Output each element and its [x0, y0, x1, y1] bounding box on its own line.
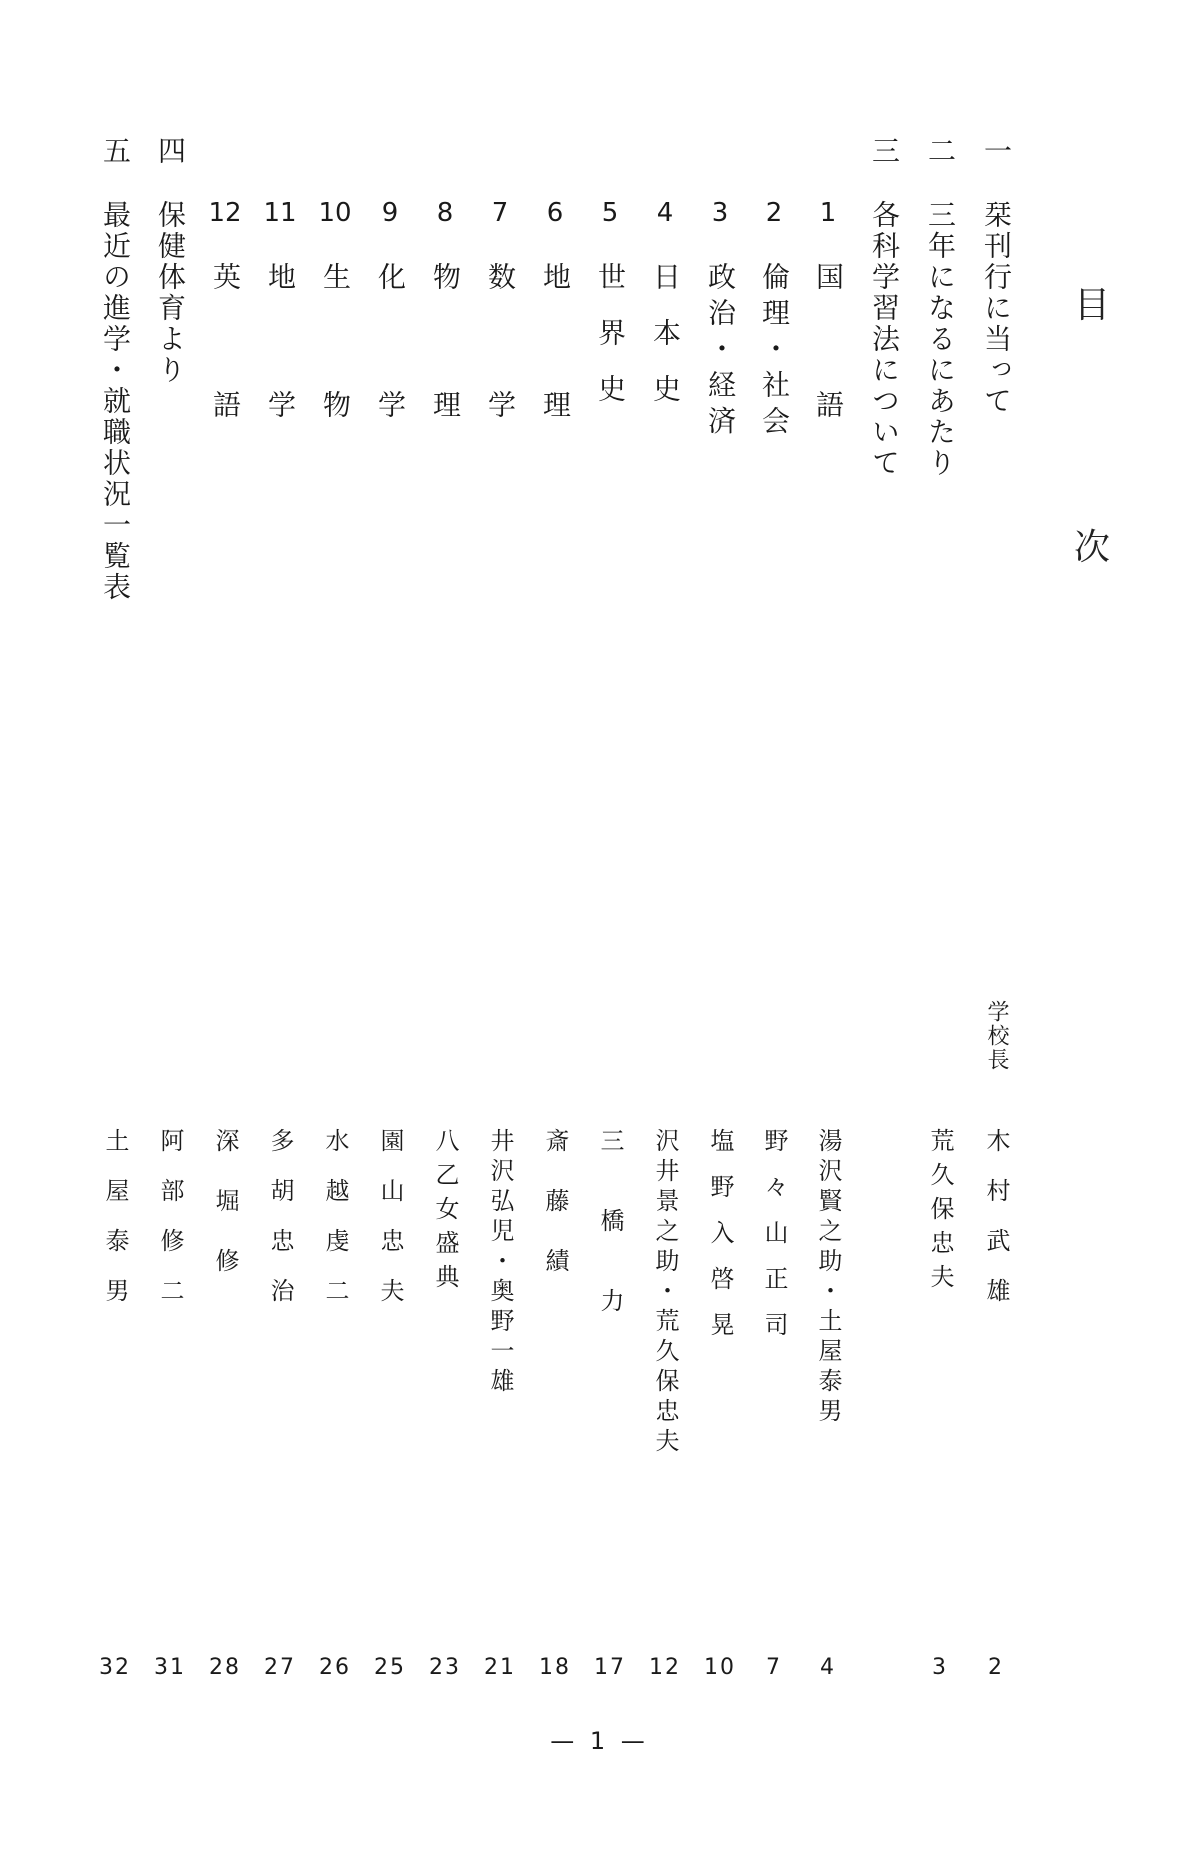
entry-author: 水越虔二: [321, 1128, 349, 1328]
subentry-subject: 世界史: [594, 262, 627, 430]
toc-entry-2: [912, 0, 968, 1861]
entry-author: 井沢弘児・奥野一雄: [486, 1128, 514, 1398]
subentry-number: 12: [208, 198, 242, 228]
entry-page-number: 23: [429, 1655, 461, 1680]
entry-title: 保健体育より: [154, 200, 187, 386]
entry-page-number: 4: [820, 1655, 836, 1680]
entry-author: 阿部修二: [156, 1128, 184, 1328]
toc-subentry-12: [197, 0, 253, 1861]
toc-entry-4: [142, 0, 198, 1861]
toc-entry-1: [968, 0, 1024, 1861]
entry-author: 斎藤績: [541, 1128, 569, 1308]
toc-entry-5: [87, 0, 143, 1861]
subentry-number: 10: [318, 198, 352, 228]
subentry-number: 4: [656, 198, 674, 228]
entry-page-number: 25: [374, 1655, 406, 1680]
entry-page-number: 7: [766, 1655, 782, 1680]
toc-subentry-6: [527, 0, 583, 1861]
entry-title: 各科学習法について: [868, 200, 901, 479]
entry-numeral: 四: [154, 136, 187, 168]
toc-entry-3: [856, 0, 912, 1861]
entry-page-number: 17: [594, 1655, 626, 1680]
entry-author: 八乙女盛典: [431, 1128, 459, 1298]
entry-page-number: 18: [539, 1655, 571, 1680]
subentry-subject: 倫理・社会: [758, 262, 791, 442]
toc-subentry-1: [800, 0, 856, 1861]
entry-page-number: 21: [484, 1655, 516, 1680]
subentry-number: 11: [263, 198, 297, 228]
toc-subentry-5: [582, 0, 638, 1861]
entry-page-number: 31: [154, 1655, 186, 1680]
entry-page-number: 32: [99, 1655, 131, 1680]
entry-author: 園山忠夫: [376, 1128, 404, 1328]
subentry-number: 8: [436, 198, 454, 228]
entry-numeral: 三: [868, 136, 901, 168]
entry-author: 三橋力: [596, 1128, 624, 1368]
toc-subentry-2: [746, 0, 802, 1861]
toc-subentry-11: [252, 0, 308, 1861]
toc-subentry-3: [692, 0, 748, 1861]
entry-author: 多胡忠治: [266, 1128, 294, 1328]
entry-page-number: 3: [932, 1655, 948, 1680]
entry-page-number: 27: [264, 1655, 296, 1680]
subentry-subject: 生物: [319, 262, 352, 518]
toc-subentry-8: [417, 0, 473, 1861]
page-footer-number: — 1 —: [550, 1727, 649, 1755]
entry-title: 最近の進学・就職状況一覧表: [99, 200, 132, 603]
subentry-subject: 地理: [539, 262, 572, 518]
entry-author: 土屋泰男: [101, 1128, 129, 1328]
subentry-subject: 政治・経済: [704, 262, 737, 442]
subentry-subject: 英語: [209, 262, 242, 518]
toc-subentry-10: [307, 0, 363, 1861]
toc-subentry-4: [637, 0, 693, 1861]
entry-author: 湯沢賢之助・土屋泰男: [814, 1128, 842, 1428]
subentry-number: 9: [381, 198, 399, 228]
subentry-number: 2: [765, 198, 783, 228]
subentry-subject: 化学: [374, 262, 407, 518]
entry-title: 三年になるにあたり: [924, 200, 957, 479]
subentry-number: 3: [711, 198, 729, 228]
entry-page-number: 26: [319, 1655, 351, 1680]
entry-page-number: 2: [988, 1655, 1004, 1680]
subentry-subject: 地学: [264, 262, 297, 518]
subentry-subject: 国語: [812, 262, 845, 518]
subentry-number: 1: [819, 198, 837, 228]
toc-title-char-1: 目: [1074, 285, 1111, 326]
entry-page-number: 10: [704, 1655, 736, 1680]
entry-page-number: 28: [209, 1655, 241, 1680]
toc-title-char-2: 次: [1074, 527, 1111, 568]
entry-title: 栞刊行に当って: [980, 200, 1013, 417]
entry-author: 荒久保忠夫: [926, 1128, 954, 1298]
entry-author: 野々山正司: [760, 1128, 788, 1358]
entry-author: 木村武雄: [982, 1128, 1010, 1328]
entry-numeral: 一: [980, 136, 1013, 168]
toc-subentry-9: [362, 0, 418, 1861]
entry-page-number: 12: [649, 1655, 681, 1680]
author-role: 学校長: [984, 1000, 1009, 1072]
subentry-number: 6: [546, 198, 564, 228]
entry-author: 沢井景之助・荒久保忠夫: [651, 1128, 679, 1458]
subentry-subject: 日本史: [649, 262, 682, 430]
entry-author: 塩野入啓晃: [706, 1128, 734, 1358]
entry-numeral: 二: [924, 136, 957, 168]
subentry-subject: 物理: [429, 262, 462, 518]
subentry-subject: 数学: [484, 262, 517, 518]
toc-subentry-7: [472, 0, 528, 1861]
entry-numeral: 五: [99, 136, 132, 168]
subentry-number: 5: [601, 198, 619, 228]
subentry-number: 7: [491, 198, 509, 228]
entry-author: 深堀修: [211, 1128, 239, 1308]
